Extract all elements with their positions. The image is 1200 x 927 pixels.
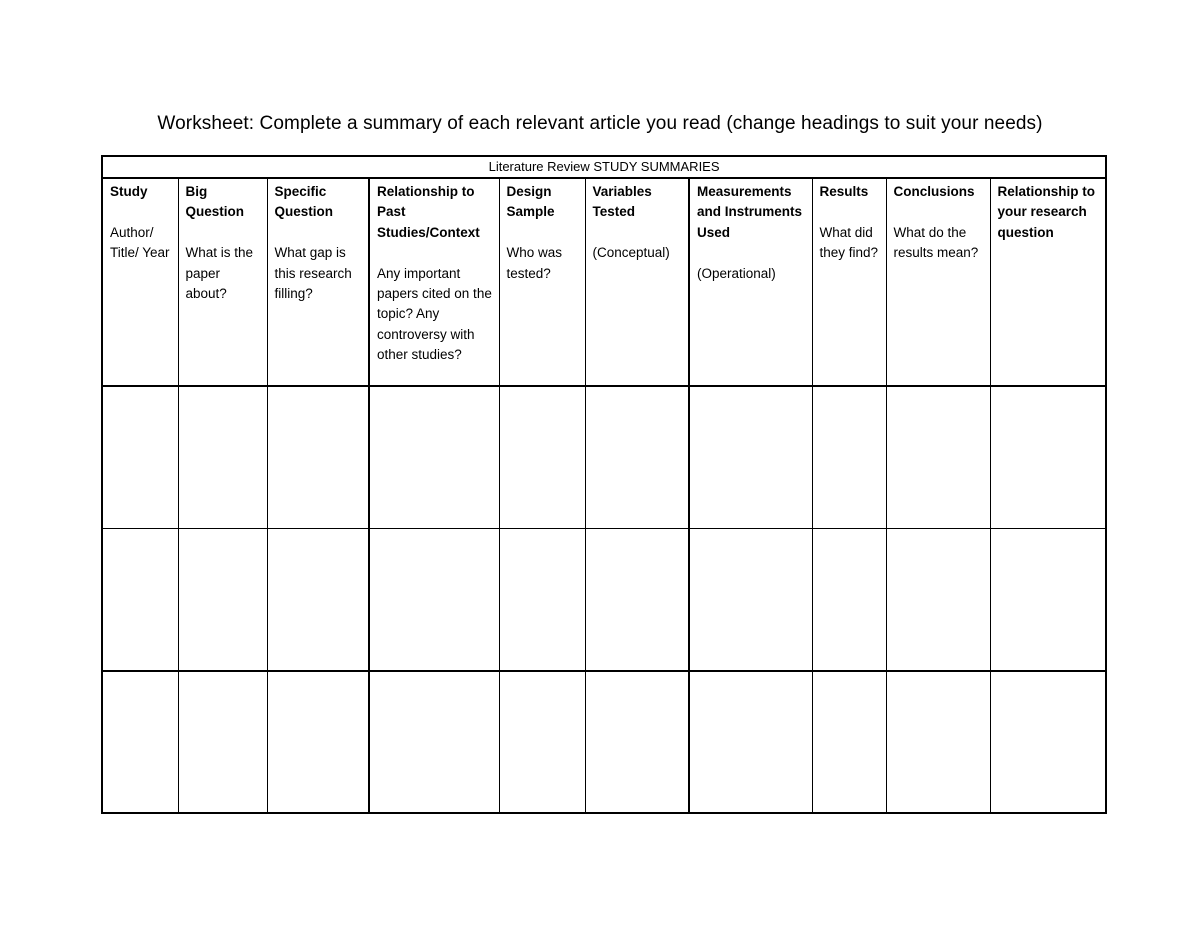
study-summaries-table xyxy=(101,155,1107,814)
col-subtitle: What did they find? xyxy=(819,224,879,261)
table-cell[interactable] xyxy=(178,671,267,813)
table-cell[interactable] xyxy=(369,671,499,813)
table-cell[interactable] xyxy=(812,671,886,813)
table-cell[interactable] xyxy=(102,671,178,813)
table-cell[interactable] xyxy=(689,386,812,529)
table-cell[interactable] xyxy=(499,529,585,672)
table-row xyxy=(102,671,1106,813)
table-cell[interactable] xyxy=(990,529,1106,672)
table-cell[interactable] xyxy=(990,386,1106,529)
col-title: Study xyxy=(110,184,148,199)
table-cell[interactable] xyxy=(178,529,267,672)
table-cell[interactable] xyxy=(990,671,1106,813)
table-cell[interactable] xyxy=(178,386,267,529)
table-cell[interactable] xyxy=(499,671,585,813)
table-cell[interactable] xyxy=(369,386,499,529)
col-title: Variables Tested xyxy=(592,184,652,220)
col-title: Design Sample xyxy=(506,184,555,220)
table-row xyxy=(102,386,1106,529)
col-subtitle: Any important papers cited on the topic? Any controversy with other studies? xyxy=(377,265,492,363)
col-header-design-sample xyxy=(499,178,585,386)
table-cell[interactable] xyxy=(102,529,178,672)
col-title: Measurements and Instruments Used xyxy=(697,184,803,240)
table-cell[interactable] xyxy=(886,529,990,672)
page-title: Worksheet: Complete a summary of each relevant article you read (change headings to suit your needs) xyxy=(157,113,1043,134)
col-subtitle: What do the results mean? xyxy=(893,224,979,261)
table-cell[interactable] xyxy=(812,529,886,672)
col-header-conclusions xyxy=(886,178,990,386)
col-title: Relationship to your research question xyxy=(997,184,1095,240)
col-title: Specific Question xyxy=(274,184,334,220)
col-header-results xyxy=(812,178,886,386)
col-subtitle: Author/ Title/ Year xyxy=(110,224,170,261)
table-cell[interactable] xyxy=(267,671,369,813)
table-cell[interactable] xyxy=(886,386,990,529)
col-subtitle: Who was tested? xyxy=(506,245,563,281)
table-cell[interactable] xyxy=(585,529,689,672)
col-header-big-question xyxy=(178,178,267,386)
table-cell[interactable] xyxy=(812,386,886,529)
col-header-study xyxy=(102,178,178,386)
col-header-measurements xyxy=(689,178,812,386)
col-header-specific-question xyxy=(267,178,369,386)
col-title: Conclusions xyxy=(893,184,975,199)
table-cell[interactable] xyxy=(585,671,689,813)
col-title: Big Question xyxy=(185,184,245,220)
table-banner: Literature Review STUDY SUMMARIES xyxy=(102,156,1106,178)
header-row xyxy=(102,178,1106,386)
table-cell[interactable] xyxy=(689,671,812,813)
col-header-variables-tested xyxy=(585,178,689,386)
col-title: Relationship to Past Studies/Context xyxy=(377,184,480,240)
col-header-relationship-research xyxy=(990,178,1106,386)
col-subtitle: What gap is this research filling? xyxy=(274,245,352,302)
col-title: Results xyxy=(819,184,869,199)
col-subtitle: (Operational) xyxy=(697,265,776,281)
col-header-relationship-past xyxy=(369,178,499,386)
table-cell[interactable] xyxy=(499,386,585,529)
table-cell[interactable] xyxy=(102,386,178,529)
table-cell[interactable] xyxy=(886,671,990,813)
table-cell[interactable] xyxy=(267,529,369,672)
table-cell[interactable] xyxy=(585,386,689,529)
table-cell[interactable] xyxy=(267,386,369,529)
table-row xyxy=(102,529,1106,672)
table-cell[interactable] xyxy=(689,529,812,672)
col-subtitle: (Conceptual) xyxy=(592,245,670,261)
table-cell[interactable] xyxy=(369,529,499,672)
col-subtitle: What is the paper about? xyxy=(185,245,254,302)
